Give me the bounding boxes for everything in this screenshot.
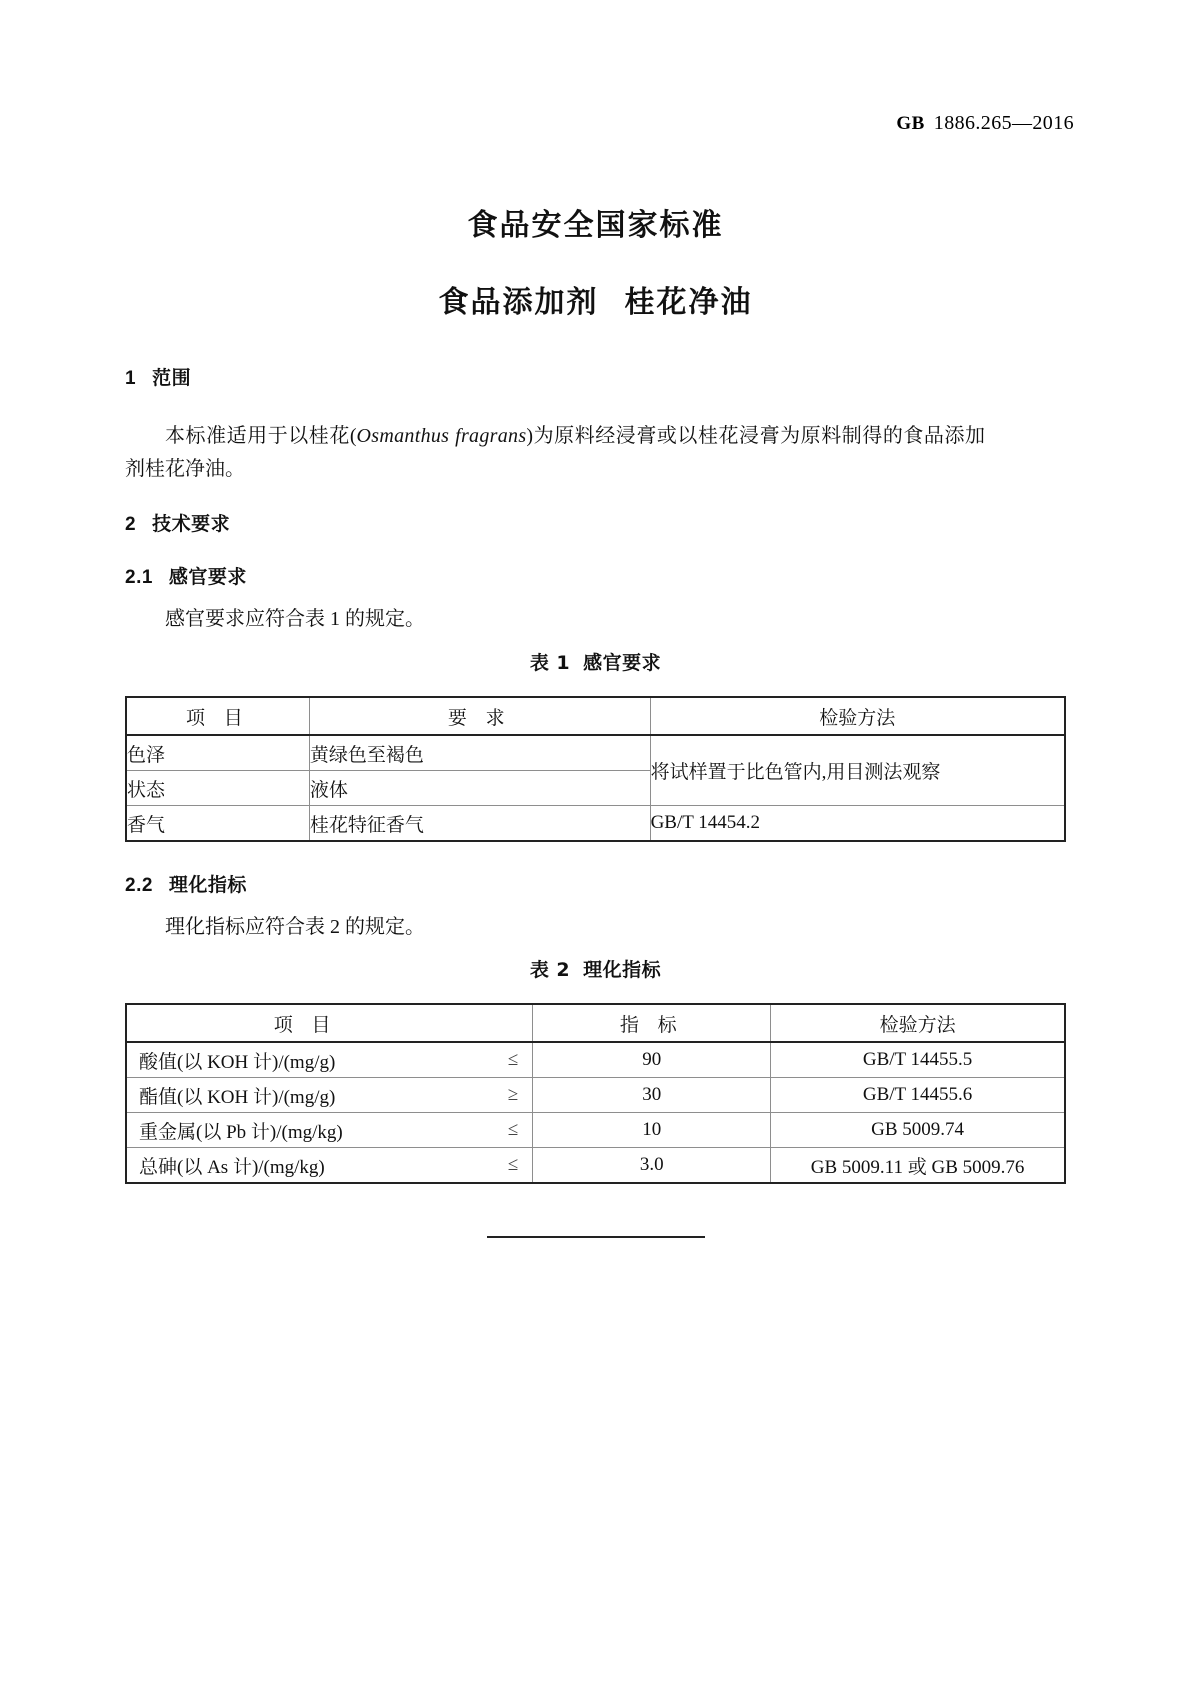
table1-header-row: [126, 697, 1065, 735]
table2-index-1: 90: [533, 1042, 771, 1078]
table1-caption-title: 感官要求: [583, 652, 662, 674]
table2-caption: [0, 955, 1191, 982]
table1-col-requirement: 要 求: [309, 697, 650, 735]
table-row: [126, 1113, 1065, 1148]
table2-method-4: GB 5009.11 或 GB 5009.76: [771, 1148, 1065, 1184]
table2-method-1: GB/T 14455.5: [771, 1042, 1065, 1078]
sensory-paragraph: 感官要求应符合表 1 的规定。: [165, 608, 425, 630]
standard-prefix: GB: [896, 113, 925, 134]
table1-caption: [0, 648, 1191, 675]
table-row: [126, 1042, 1065, 1078]
table2-method-2: GB/T 14455.6: [771, 1078, 1065, 1113]
section-number-1: 1: [125, 368, 137, 389]
table-row: [126, 1148, 1065, 1184]
table1-method-merged: 将试样置于比色管内,用目测法观察: [650, 735, 1065, 806]
table1-requirement-1: 黄绿色至褐色: [309, 735, 650, 771]
table2-relation-3: ≤: [472, 1113, 533, 1148]
table2-item-2: 酯值(以 KOH 计)/(mg/g): [126, 1078, 472, 1113]
table2-relation-2: ≥: [472, 1078, 533, 1113]
table1-col-item: 项 目: [126, 697, 309, 735]
document-header: [896, 112, 1074, 135]
section-number-2-1: 2.1: [125, 567, 153, 588]
table2-caption-title: 理化指标: [583, 959, 662, 981]
table2-item-1: 酸值(以 KOH 计)/(mg/g): [126, 1042, 472, 1078]
subtitle-right: 桂花净油: [624, 285, 753, 320]
table2-col-index: 指 标: [533, 1004, 771, 1042]
table1-requirement-3: 桂花特征香气: [309, 806, 650, 842]
table2-index-3: 10: [533, 1113, 771, 1148]
table-row: [126, 1078, 1065, 1113]
section-number-2: 2: [125, 514, 137, 535]
section-heading-technical: [125, 509, 230, 536]
page-subtitle: [0, 277, 1191, 321]
scope-text-before: 本标准适用于以桂花(: [165, 425, 357, 447]
table1-item-1: 色泽: [126, 735, 309, 771]
scope-text-after: )为原料经浸膏或以桂花浸膏为原料制得的食品添加剂桂花净油。: [125, 425, 985, 480]
table1-col-method: 检验方法: [650, 697, 1065, 735]
subtitle-left: 食品添加剂: [438, 285, 599, 320]
table2-item-3: 重金属(以 Pb 计)/(mg/kg): [126, 1113, 472, 1148]
table2-relation-4: ≤: [472, 1148, 533, 1184]
table1-item-3: 香气: [126, 806, 309, 842]
sensory-requirements-table: [125, 696, 1066, 842]
table2-header-row: [126, 1004, 1065, 1042]
physchem-paragraph: 理化指标应符合表 2 的规定。: [165, 916, 425, 938]
section-title-2: 技术要求: [152, 513, 231, 535]
table1-caption-label: 表 1: [529, 652, 571, 674]
scope-latin-name: Osmanthus fragrans: [356, 425, 527, 447]
section-title-2-1: 感官要求: [168, 566, 247, 588]
title-block: [0, 200, 1191, 321]
section-title-1: 范围: [152, 367, 192, 389]
table2-col-method: 检验方法: [771, 1004, 1065, 1042]
table2-relation-1: ≤: [472, 1042, 533, 1078]
table2-index-2: 30: [533, 1078, 771, 1113]
section-heading-sensory: [125, 562, 247, 589]
scope-paragraph: [125, 420, 985, 486]
section-title-2-2: 理化指标: [168, 874, 247, 896]
standard-number: 1886.265—2016: [933, 112, 1074, 134]
section-number-2-2: 2.2: [125, 875, 153, 896]
table2-caption-label: 表 2: [529, 959, 571, 981]
end-of-document-rule: [487, 1236, 705, 1238]
table1-method-3: GB/T 14454.2: [650, 806, 1065, 842]
table2-item-4: 总砷(以 As 计)/(mg/kg): [126, 1148, 472, 1184]
section-heading-scope: [125, 363, 191, 390]
table2-index-4: 3.0: [533, 1148, 771, 1184]
table-row: [126, 806, 1065, 842]
table2-method-3: GB 5009.74: [771, 1113, 1065, 1148]
page-title: 食品安全国家标准: [467, 208, 724, 243]
table1-requirement-2: 液体: [309, 771, 650, 806]
section-heading-physchem: [125, 870, 247, 897]
table2-col-item: 项 目: [126, 1004, 472, 1042]
table1-item-2: 状态: [126, 771, 309, 806]
table-row: [126, 735, 1065, 771]
table2-col-relation-spacer: [472, 1004, 533, 1042]
physicochemical-index-table: [125, 1003, 1066, 1184]
